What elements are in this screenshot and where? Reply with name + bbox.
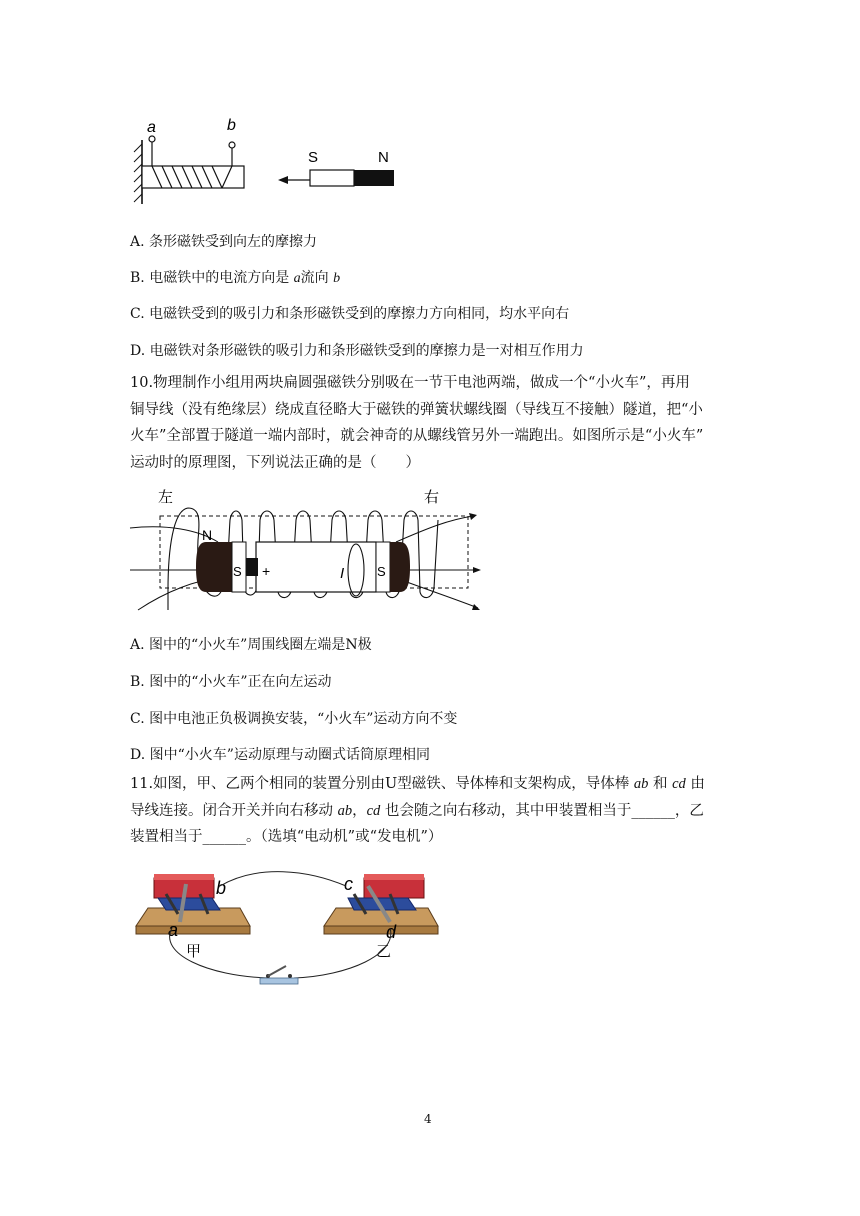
q11-l2-ab: ab: [337, 802, 353, 819]
q9-option-b-mid: 流向: [300, 270, 334, 286]
q9-option-b[interactable]: [130, 268, 340, 289]
q10-option-c[interactable]: C. 图中电池正负极调换安装，“小火车”运动方向不变: [130, 711, 458, 727]
q10-option-b[interactable]: B. 图中的“小火车”正在向左运动: [130, 674, 332, 690]
q11-cd: cd: [672, 776, 686, 792]
fig9-label-n: N: [378, 149, 389, 166]
fig9-label-b: b: [227, 117, 236, 134]
figure-two-devices: [128, 864, 448, 994]
fig10-label-s-left: S: [233, 564, 242, 579]
q10-line-3: 火车”全部置于隧道一端内部时，就会神奇的从螺线管另外一端跑出。如图所示是“小火车”: [130, 428, 704, 444]
fig10-label-right: 右: [424, 489, 440, 506]
page-number: 4: [424, 1112, 432, 1126]
fig10-label-left: 左: [158, 489, 174, 506]
q11-stem: [130, 771, 730, 851]
q9-option-b-a: a: [293, 271, 301, 286]
q10-option-a[interactable]: A. 图中的“小火车”周围线圈左端是N极: [130, 637, 372, 653]
fig11-label-c: c: [344, 874, 353, 894]
q9-option-a[interactable]: A. 条形磁铁受到向左的摩擦力: [130, 234, 318, 250]
q9-option-d[interactable]: D. 电磁铁对条形磁铁的吸引力和条形磁铁受到的摩擦力是一对相互作用力: [130, 343, 584, 359]
q11-l1-mid: 和: [648, 776, 673, 792]
q11-l1-prefix: 11.如图，甲、乙两个相同的装置分别由U型磁铁、导体棒和支架构成，导体棒: [130, 776, 634, 792]
fig10-label-plus: +: [262, 563, 271, 579]
fig10-label-s-right: S: [377, 564, 386, 579]
fig11-label-yi: 乙: [376, 943, 392, 960]
q11-l2-prefix: 导线连接。闭合开关并向右移动: [130, 802, 338, 819]
fig11-label-a: a: [168, 920, 179, 940]
q11-line-1: [130, 771, 730, 798]
figure-electromagnet: [128, 112, 408, 212]
q11-l2-mid: ，: [352, 802, 367, 819]
fig9-label-s: S: [308, 149, 319, 166]
q9-option-b-b: b: [333, 271, 341, 286]
fig10-label-current: I: [340, 565, 345, 582]
q11-ab: ab: [633, 776, 649, 792]
q11-l1-suffix: 由: [685, 776, 705, 792]
fig9-label-a: a: [147, 119, 156, 136]
fig10-label-n: N: [202, 527, 213, 543]
fig11-label-b: b: [216, 878, 227, 898]
q10-stem: [130, 370, 730, 476]
q10-line-4: 运动时的原理图，下列说法正确的是（ ）: [130, 454, 420, 471]
q10-line-1: 10.物理制作小组用两块扁圆强磁铁分别吸在一节干电池两端，做成一个“小火车”，再用: [130, 375, 690, 391]
fig11-label-d: d: [386, 922, 397, 942]
q11-line-2: [130, 798, 730, 825]
q9-option-c[interactable]: C. 电磁铁受到的吸引力和条形磁铁受到的摩擦力方向相同，均水平向右: [130, 306, 570, 322]
q11-l2-cd: cd: [366, 802, 381, 819]
q10-option-d[interactable]: D. 图中“小火车”运动原理与动圈式话筒原理相同: [130, 747, 430, 763]
fig11-label-jia: 甲: [186, 943, 202, 960]
q11-line-3: 装置相当于______。（选填“电动机”或“发电机”）: [130, 829, 443, 845]
q10-line-2: 铜导线（没有绝缘层）绕成直径略大于磁铁的弹簧状螺线圈（导线互不接触）隧道，把“小: [130, 401, 703, 418]
q11-l2-suffix: 也会随之向右移动，其中甲装置相当于______，乙: [380, 802, 704, 819]
figure-magnet-train: [128, 480, 488, 620]
q9-option-b-prefix: B. 电磁铁中的电流方向是: [130, 270, 294, 286]
